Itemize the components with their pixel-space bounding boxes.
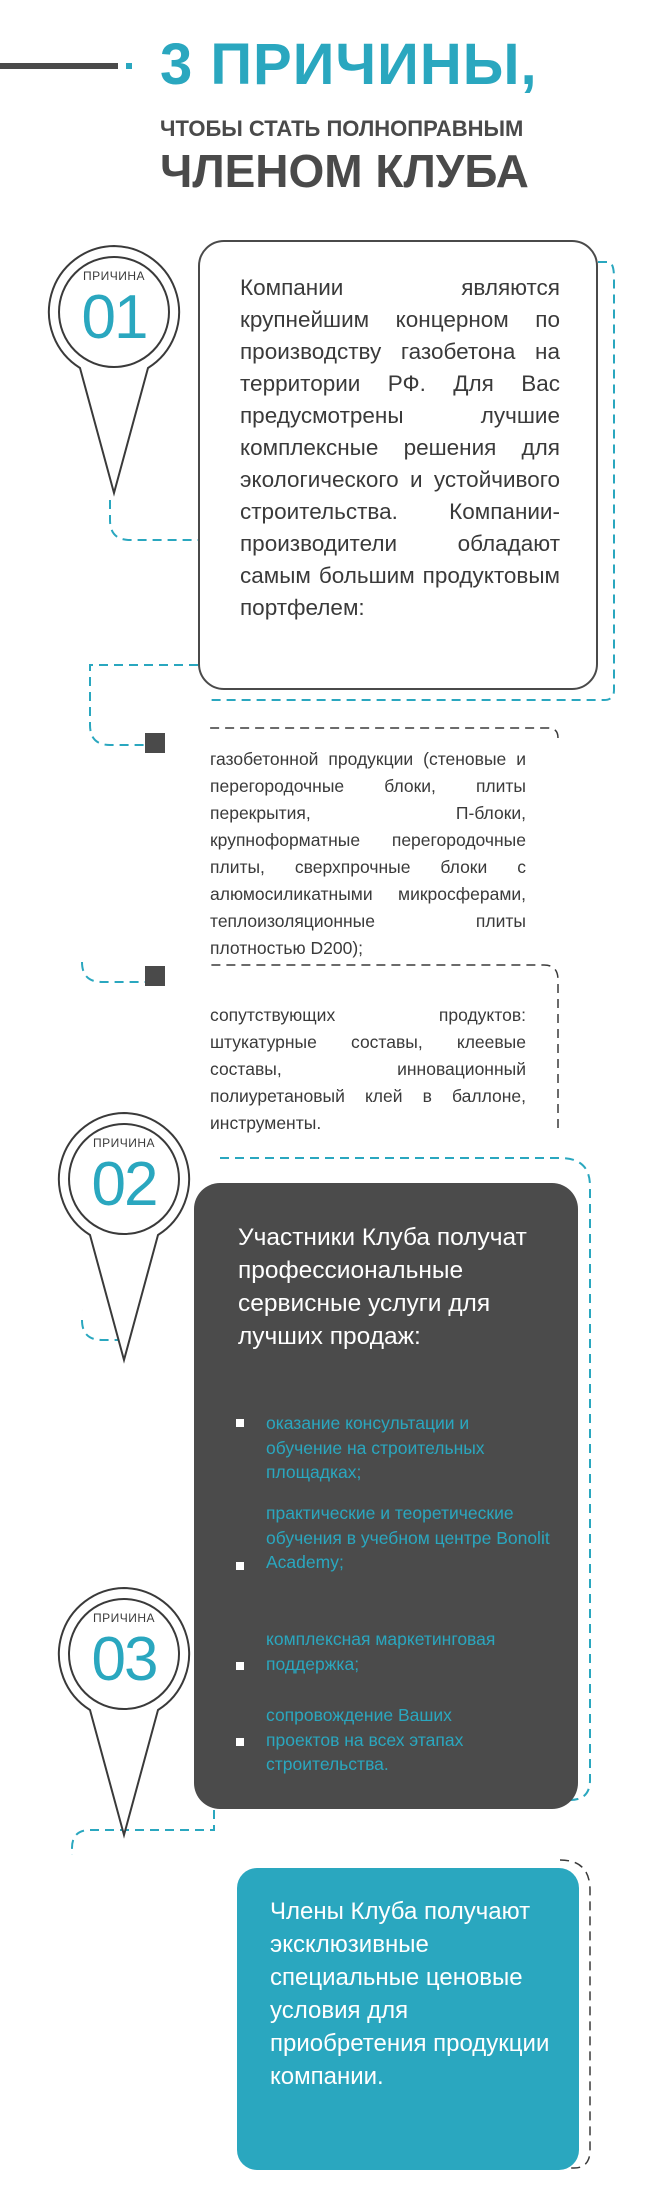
- reason-label: ПРИЧИНА: [92, 1611, 156, 1625]
- reason-1-text: Компании являются крупнейшим концерном по производству газобетона на территории РФ. Для Вас предусмотрены лучшие комплексные решения для экологического и устойчивого строительства. Компании-производители обладают самым большим продуктовым портфелем:: [240, 275, 560, 620]
- page-title: 3 ПРИЧИНЫ,: [160, 32, 538, 97]
- reason-3-card: [237, 1868, 579, 2170]
- reason-number: 03: [91, 1625, 157, 1694]
- service-bullet: [236, 1419, 244, 1427]
- header-rule: [0, 63, 118, 69]
- service-item-3: комплексная маркетинговая поддержка;: [266, 1629, 496, 1674]
- reason-label: ПРИЧИНА: [92, 1136, 156, 1150]
- service-item-2: практические и теоретические обучения в учебном центре Bonolit Academy;: [266, 1503, 550, 1572]
- list-bullet-square: [145, 966, 165, 986]
- list-bullet-square: [145, 733, 165, 753]
- reason-pin-2: [54, 1110, 194, 1365]
- service-bullet: [236, 1738, 244, 1746]
- service-bullet: [236, 1662, 244, 1670]
- reason-3-text: Члены Клуба получают эксклюзивные специальные ценовые условия для приобретения продукции компании.: [270, 1898, 550, 2090]
- service-item-1: оказание консультации и обучение на строительных площадках;: [266, 1413, 485, 1482]
- reason-2-card: [194, 1183, 578, 1809]
- reason-pin-3: [54, 1585, 194, 1840]
- page-subtitle-line-1: ЧТОБЫ СТАТЬ ПОЛНОПРАВНЫМ: [160, 116, 524, 141]
- reason-pin-1: [44, 243, 184, 498]
- reason-2-title: Участники Клуба получат профессиональные сервисные услуги для лучших продаж:: [238, 1224, 527, 1350]
- reason-label: ПРИЧИНА: [82, 269, 146, 283]
- reason-1-item-1: газобетонной продукции (стеновые и перегородочные блоки, плиты перекрытия, П-блоки, крупноформатные перегородочные плиты, сверхпрочные блоки с алюмосиликатными микросферами, теплоизоляционные плиты плотностью D200);: [210, 749, 526, 958]
- service-bullet: [236, 1562, 244, 1570]
- header-dot: [126, 63, 132, 69]
- page-subtitle-line-2: ЧЛЕНОМ КЛУБА: [160, 145, 529, 197]
- reason-1-item-2: сопутствующих продуктов: штукатурные составы, клеевые составы, инновационный полиуретановый клей в баллоне, инструменты.: [210, 1005, 526, 1133]
- reason-number: 02: [91, 1150, 157, 1219]
- reason-1-card: [198, 240, 598, 690]
- reason-number: 01: [81, 283, 147, 352]
- service-item-4: сопровождение Ваших проектов на всех этапах строительства.: [266, 1705, 464, 1774]
